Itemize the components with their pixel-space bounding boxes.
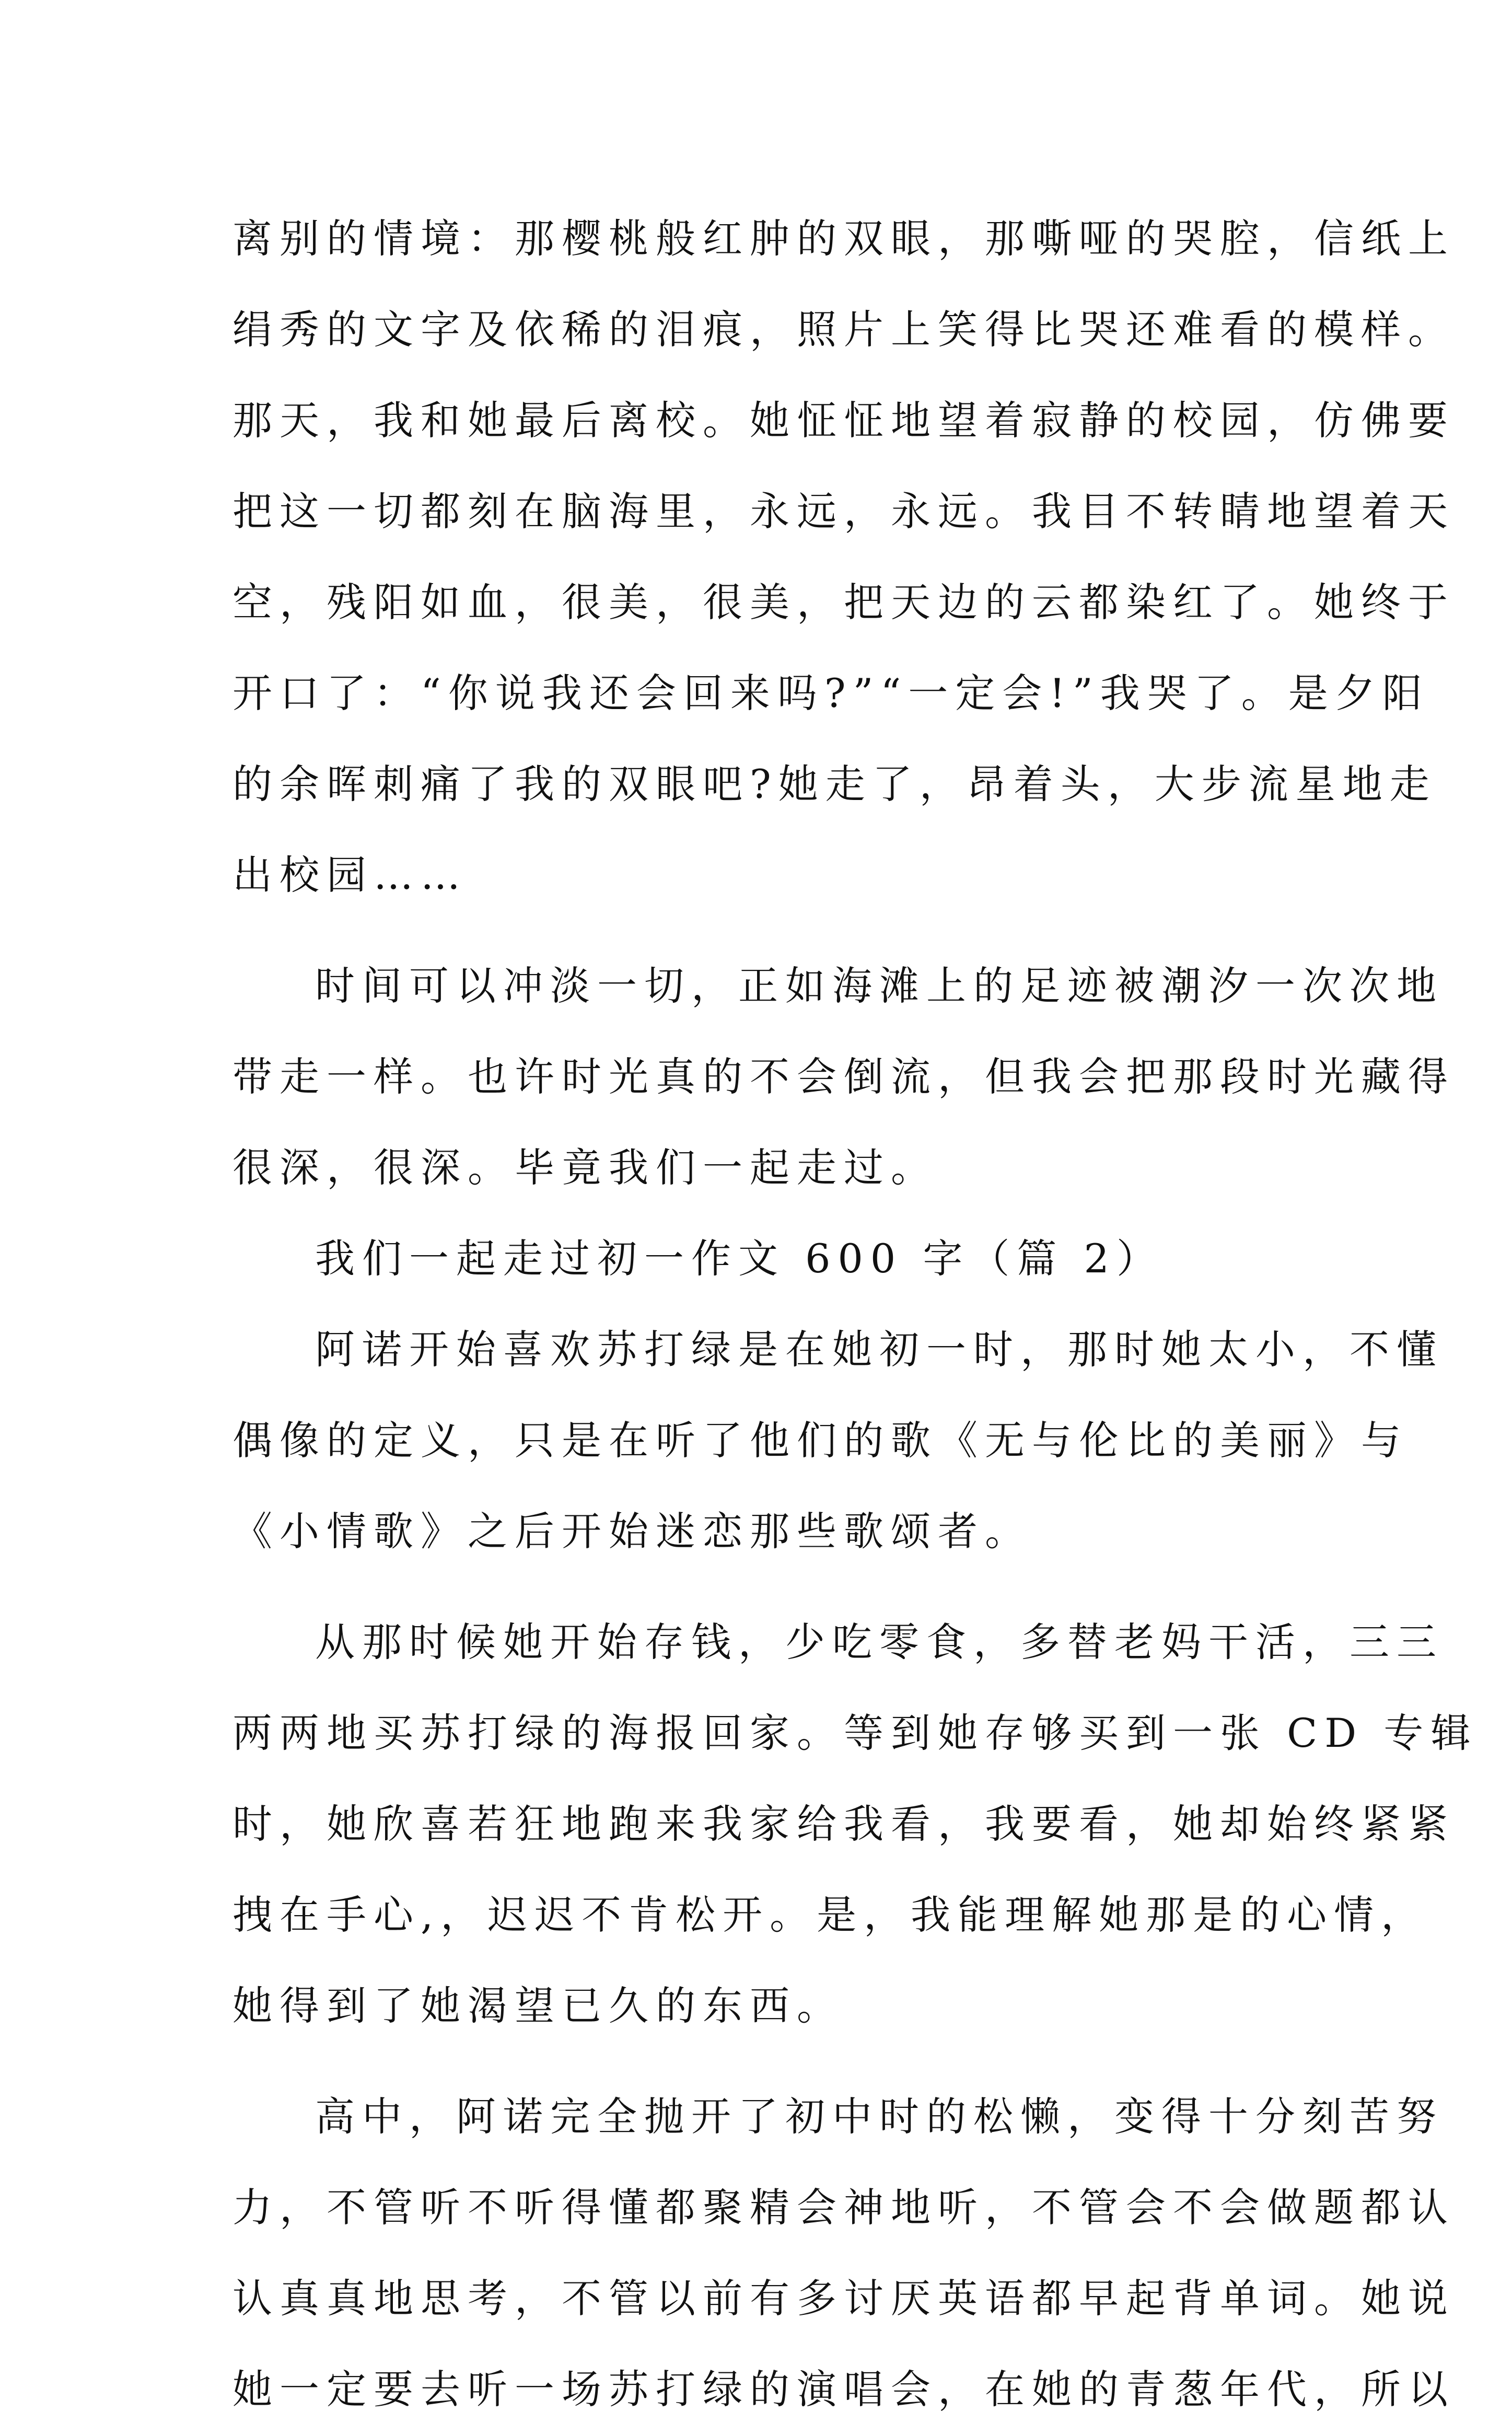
text-line: 绢秀的文字及依稀的泪痕，照片上笑得比哭还难看的模样。 (232, 306, 1455, 353)
paragraph-gap (232, 1577, 1298, 1597)
text-line: 的余晖刺痛了我的双眼吧?她走了，昂着头，大步流星地走 (232, 761, 1437, 807)
text-line: 那天，我和她最后离校。她怔怔地望着寂静的校园，仿佛要 (232, 397, 1455, 444)
text-line: 很深，很深。毕竟我们一起走过。 (232, 1144, 938, 1191)
paragraph-gap (232, 921, 1298, 941)
text-line: 她一定要去听一场苏打绿的演唱会，在她的青葱年代，所以 (232, 2366, 1455, 2413)
text-line: 《小情歌》之后开始迷恋那些歌颂者。 (232, 1508, 1032, 1555)
text-line: 阿诺开始喜欢苏打绿是在她初一时，那时她太小，不懂 (315, 1326, 1444, 1373)
text-line: 带走一样。也许时光真的不会倒流，但我会把那段时光藏得 (232, 1053, 1455, 1100)
text-line: 开口了：“你说我还会回来吗?”“一定会!”我哭了。是夕阳 (232, 670, 1429, 716)
text-line: 两两地买苏打绿的海报回家。等到她存够买到一张 CD 专辑 (232, 1710, 1478, 1756)
text-line: 空，残阳如血，很美，很美，把天边的云都染红了。她终于 (232, 579, 1455, 625)
text-line: 出校园…… (232, 852, 468, 898)
text-line: 偶像的定义，只是在听了他们的歌《无与伦比的美丽》与 (232, 1417, 1408, 1464)
text-line: 高中，阿诺完全抛开了初中时的松懒，变得十分刻苦努 (315, 2093, 1444, 2140)
text-line: 离别的情境：那樱桃般红肿的双眼，那嘶哑的哭腔，信纸上 (232, 215, 1455, 262)
text-line: 把这一切都刻在脑海里，永远，永远。我目不转睛地望着天 (232, 488, 1455, 535)
text-line: 时间可以冲淡一切，正如海滩上的足迹被潮汐一次次地 (315, 963, 1444, 1009)
text-line: 她得到了她渴望已久的东西。 (232, 1982, 844, 2029)
paragraph-gap (232, 2051, 1298, 2071)
text-line: 从那时候她开始存钱，少吃零食，多替老妈干活，三三 (315, 1619, 1444, 1665)
body-text (232, 193, 1478, 2435)
text-line: 认真真地思考，不管以前有多讨厌英语都早起背单词。她说 (232, 2275, 1455, 2322)
text-line: 力，不管听不听得懂都聚精会神地听，不管会不会做题都认 (232, 2184, 1455, 2231)
text-line: 时，她欣喜若狂地跑来我家给我看，我要看，她却始终紧紧 (232, 1801, 1455, 1847)
text-line: 拽在手心,，迟迟不肯松开。是，我能理解她那是的心情， (232, 1892, 1428, 1938)
section-heading: 我们一起走过初一作文 600 字（篇 2） (315, 1235, 1164, 1282)
